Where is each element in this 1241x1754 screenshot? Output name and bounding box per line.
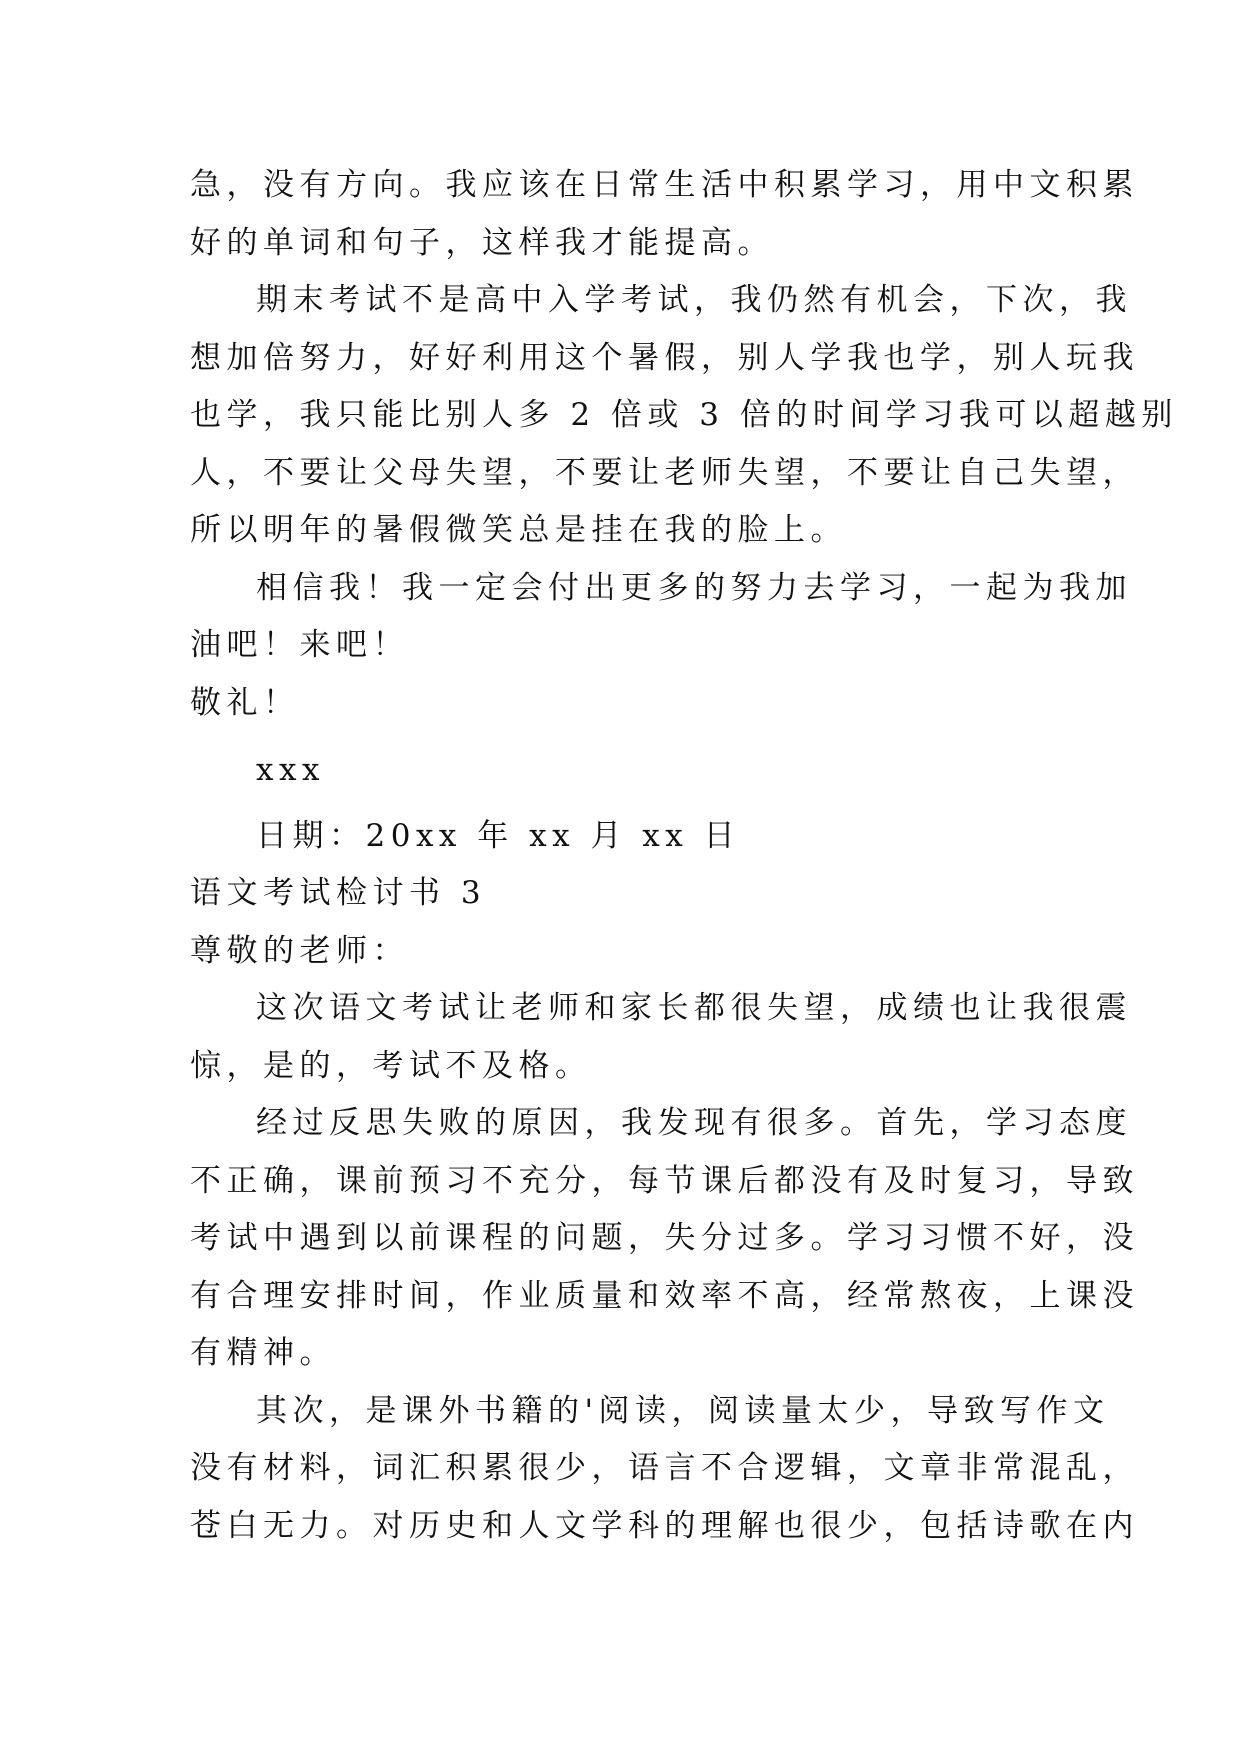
paragraph-continued <box>190 157 1139 272</box>
text-line: 期末考试不是高中入学考试，我仍然有机会，下次，我 <box>256 282 1132 318</box>
date-line: 日期：20xx 年 xx 月 xx 日 <box>256 817 741 854</box>
body-paragraph-3 <box>190 1383 1139 1556</box>
text-line: 油吧！来吧！ <box>190 627 409 663</box>
text-line: 也学，我只能比别人多 2 倍或 3 倍的时间学习我可以超越别 <box>190 397 1178 433</box>
signature: xxx <box>256 752 325 788</box>
text-line: 不正确，课前预习不充分，每节课后都没有及时复习，导致 <box>190 1162 1139 1199</box>
text-line: 经过反思失败的原因，我发现有很多。首先，学习态度 <box>256 1105 1132 1141</box>
text-line: 有合理安排时间，作业质量和效率不高，经常熬夜，上课没 <box>190 1277 1139 1314</box>
text-line: 考试中遇到以前课程的问题，失分过多。学习习惯不好，没 <box>190 1220 1139 1256</box>
text-line: 相信我！我一定会付出更多的努力去学习，一起为我加 <box>256 569 1132 606</box>
body-paragraph-1 <box>190 980 1132 1095</box>
text-line: 所以明年的暑假微笑总是挂在我的脸上。 <box>190 512 847 548</box>
salutation: 尊敬的老师： <box>190 932 409 969</box>
body-paragraph-2 <box>190 1095 1139 1383</box>
text-line: 惊，是的，考试不及格。 <box>190 1047 592 1084</box>
text-line: 没有材料，词汇积累很少，语言不合逻辑，文章非常混乱， <box>190 1450 1139 1486</box>
text-line: 想加倍努力，好好利用这个暑假，别人学我也学，别人玩我 <box>190 339 1139 376</box>
paragraph-believe-me <box>190 560 1132 675</box>
paragraph-final-exam <box>190 272 1178 560</box>
text-line: 有精神。 <box>190 1335 336 1371</box>
text-line: 苍白无力。对历史和人文学科的理解也很少，包括诗歌在内 <box>190 1507 1139 1544</box>
section-title: 语文考试检讨书 3 <box>190 875 487 911</box>
text-line: 好的单词和句子，这样我才能提高。 <box>190 224 774 261</box>
closing-text: 敬礼！ <box>190 684 300 721</box>
text-line: 人，不要让父母失望，不要让老师失望，不要让自己失望， <box>190 454 1139 491</box>
text-line: 其次，是课外书籍的'阅读，阅读量太少，导致写作文 <box>256 1392 1110 1429</box>
text-line: 急，没有方向。我应该在日常生活中积累学习，用中文积累 <box>190 167 1139 203</box>
document-text <box>190 157 1178 1555</box>
text-line: 这次语文考试让老师和家长都很失望，成绩也让我很震 <box>256 990 1132 1026</box>
